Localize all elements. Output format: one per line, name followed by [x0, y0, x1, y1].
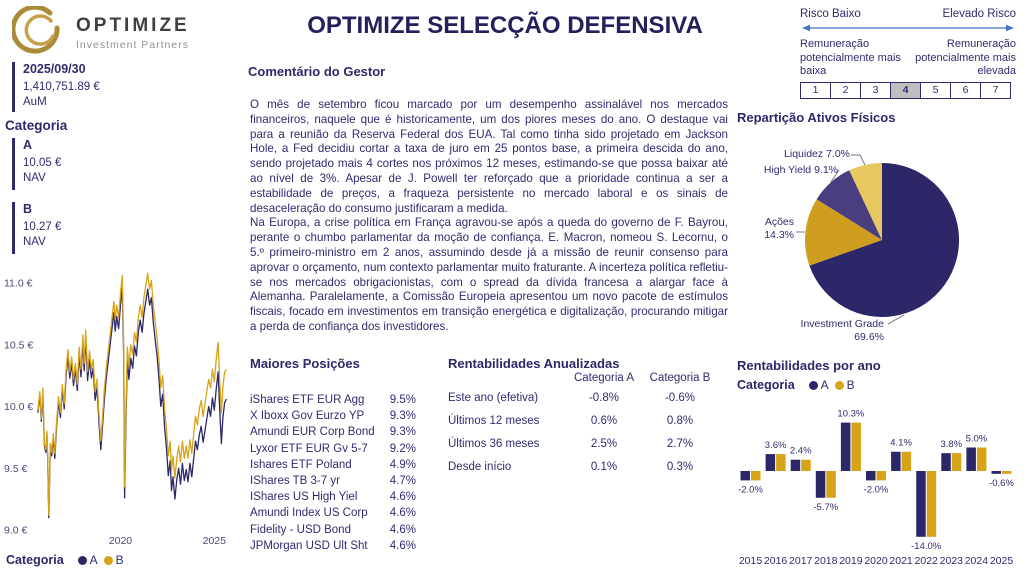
yearly-series-a-dot-icon	[809, 381, 818, 390]
category-label: Categoria	[5, 118, 68, 133]
bar-value-label: 5.0%	[965, 433, 988, 445]
position-row	[250, 524, 416, 540]
bar-b-2018	[826, 471, 836, 498]
allocation-pie-chart	[732, 140, 1024, 350]
annualized-header-row	[448, 372, 718, 384]
svg-text:2025: 2025	[202, 535, 226, 547]
risk-arrow-icon	[800, 23, 1016, 33]
bar-a-2022	[916, 471, 926, 537]
position-weight: 9.3%	[389, 426, 416, 439]
bar-value-label: 3.6%	[764, 440, 787, 452]
annualized-value-a: 0.6%	[590, 415, 618, 427]
series-a-dot-icon	[78, 556, 87, 565]
bar-a-2018	[816, 471, 826, 498]
bar-b-2020	[877, 471, 887, 480]
bar-b-2019	[851, 423, 861, 471]
class-a-nav: 10.05 €	[23, 157, 62, 169]
manager-commentary	[250, 98, 728, 335]
nav-line-chart	[0, 256, 238, 552]
bar-b-2022	[927, 471, 937, 537]
position-row	[250, 475, 416, 491]
position-row	[250, 410, 416, 426]
bar-a-2020	[866, 471, 876, 480]
class-b-nav: 10.27 €	[23, 221, 62, 233]
annualized-heading: Rentabilidades Anualizadas	[448, 356, 620, 371]
class-a-block	[12, 138, 61, 190]
bar-year-label: 2016	[763, 555, 788, 567]
aum-value: 1,410,751.89 €	[23, 81, 100, 93]
svg-text:10.5 €: 10.5 €	[4, 339, 34, 352]
high-yield-label: High Yield	[763, 164, 812, 176]
position-weight: 9.2%	[389, 442, 416, 455]
annualized-rows	[448, 392, 718, 484]
yearly-bar-chart	[735, 396, 1022, 572]
annualized-row-label: Últimos 12 meses	[448, 415, 540, 427]
nav-chart-legend	[6, 553, 124, 567]
svg-text:11.0 €: 11.0 €	[4, 277, 33, 290]
page-title: OPTIMIZE SELECÇÃO DEFENSIVA	[307, 12, 703, 39]
annualized-row-label: Desde início	[448, 461, 512, 473]
bar-value-label: 4.1%	[890, 437, 912, 449]
pie-label-liquidez	[762, 148, 850, 161]
yearly-series-a-label: A	[820, 378, 829, 392]
bar-year-label: 2024	[964, 555, 989, 567]
class-a-nav-label: NAV	[23, 172, 46, 184]
position-weight: 4.6%	[389, 507, 416, 520]
fund-date-block	[12, 62, 100, 112]
class-b-block	[12, 202, 61, 254]
pie-label-acoes	[746, 216, 794, 242]
commentary-heading: Comentário do Gestor	[248, 64, 386, 79]
risk-scale	[800, 8, 1016, 99]
yearly-legend-label: Categoria	[737, 378, 795, 392]
risk-level-2: 2	[830, 82, 861, 99]
annualized-value-a: -0.8%	[588, 392, 620, 404]
series-a-label: A	[89, 553, 98, 567]
bar-a-2016	[766, 454, 776, 471]
bar-year-label: 2020	[864, 555, 888, 567]
yearly-heading: Rentabilidades por ano	[737, 358, 881, 373]
position-row	[250, 426, 416, 442]
annualized-row-label: Últimos 36 meses	[448, 438, 540, 450]
investment-grade-label: Investment Grade	[800, 318, 884, 330]
liquidez-label: Liquidez	[784, 148, 824, 160]
annualized-value-b: -0.6%	[664, 392, 696, 404]
series-b-label: B	[115, 553, 124, 567]
annualized-row-label: Este ano (efetiva)	[448, 392, 539, 404]
annualized-value-a: 0.1%	[590, 461, 618, 473]
bar-value-label: -2.0%	[863, 484, 889, 496]
bar-a-2017	[791, 460, 801, 471]
annualized-header-spacer	[448, 372, 566, 384]
annualized-row	[448, 438, 718, 461]
risk-level-7: 7	[980, 82, 1011, 99]
bar-a-2023	[941, 453, 951, 471]
bar-year-label: 2025	[989, 555, 1014, 567]
annualized-value-b: 0.8%	[666, 415, 694, 427]
bar-value-label: -0.6%	[989, 477, 1014, 489]
class-b-nav-label: NAV	[23, 236, 46, 248]
bar-year-label: 2023	[939, 555, 963, 567]
investment-grade-pct: 69.6%	[854, 331, 884, 343]
annualized-value-b: 2.7%	[666, 438, 694, 450]
positions-list	[250, 394, 416, 556]
brand-logo	[12, 6, 190, 60]
bar-year-label: 2019	[839, 555, 863, 567]
bar-year-label: 2015	[738, 555, 763, 567]
allocation-heading: Repartição Ativos Físicos	[737, 110, 896, 125]
position-name: X Iboxx Gov Eurzo YP	[250, 410, 365, 423]
bar-year-label: 2021	[889, 555, 913, 567]
position-name: Ishares ETF Poland	[250, 458, 352, 471]
bar-b-2023	[952, 453, 962, 471]
position-name: Amundi Index US Corp	[250, 507, 368, 520]
commentary-paragraph-1: O mês de setembro ficou marcado por um desempenho assinalável nos mercados financeiros, naquele que é historicamente, um dos piores meses do ano. O destaque vai para a reunião da Reserva Federal dos EUA. Tal como tinha sido projetado em Jackson Hole, a Fed decidiu cortar a taxa de juro em 25 pontos base, a primeira descida do ano, sendo projetado mais 4 cortes nos próximos 12 meses, estimando-se que possa baixar até ao nível de 3%. Apesar de J. Powell ter reforçado que a prioridade continua a ser a estabilidade de preços, a fraqueza persistente no mercado laboral e os sinais de desaceleração do consumo justificaram a medida.	[250, 98, 728, 215]
yearly-series-b-dot-icon	[835, 381, 844, 390]
bar-b-2025	[1002, 471, 1012, 474]
bar-value-label: 3.8%	[940, 439, 963, 451]
bar-value-label: -14.0%	[911, 540, 942, 552]
svg-text:9.0 €: 9.0 €	[4, 524, 28, 537]
bar-a-2021	[891, 452, 901, 471]
position-row	[250, 491, 416, 507]
pie-label-investment-grade	[784, 318, 884, 344]
bar-a-2024	[966, 448, 976, 472]
liquidez-pct: 7.0%	[826, 148, 850, 160]
bar-b-2021	[902, 452, 912, 471]
position-weight: 4.6%	[389, 491, 416, 504]
yearly-chart-legend	[737, 378, 855, 392]
risk-level-1: 1	[800, 82, 831, 99]
position-name: Amundi EUR Corp Bond	[250, 426, 375, 439]
optimize-logo-icon	[12, 6, 64, 60]
bar-a-2019	[841, 423, 851, 471]
risk-level-6: 6	[950, 82, 981, 99]
report-date: 2025/09/30	[23, 62, 86, 76]
position-weight: 4.6%	[389, 539, 416, 552]
bar-year-label: 2017	[789, 555, 813, 567]
bar-b-2016	[776, 454, 786, 471]
yearly-series-b-label: B	[846, 378, 855, 392]
position-name: JPMorgan USD Ult Sht	[250, 539, 368, 552]
annualized-row	[448, 461, 718, 484]
bar-b-2017	[801, 460, 811, 471]
position-row	[250, 394, 416, 410]
bar-year-label: 2018	[814, 555, 838, 567]
annualized-row	[448, 415, 718, 438]
risk-level-5: 5	[920, 82, 951, 99]
annualized-header-col-b: Categoria B	[649, 372, 711, 384]
annualized-row	[448, 392, 718, 415]
svg-text:10.0 €: 10.0 €	[4, 401, 34, 413]
class-b-name: B	[23, 202, 33, 216]
risk-level-3: 3	[860, 82, 891, 99]
series-b-dot-icon	[104, 556, 113, 565]
bar-a-2015	[741, 471, 751, 480]
risk-low-label: Risco Baixo	[800, 8, 861, 20]
position-weight: 4.6%	[389, 523, 416, 536]
annualized-value-b: 0.3%	[666, 461, 694, 473]
position-name: Lyxor ETF EUR Gv 5-7	[250, 442, 368, 455]
commentary-paragraph-2: Na Europa, a crise política em França agravou-se após a queda do governo de F. Bayrou, perante o chumbo parlamentar da moção de confiança. E. Macron, nomeou S. Lecornu, o 5.º primeiro-ministro em 2 anos, assumindo desde já a missão de reunir consenso para aprovar o orçamento, num contexto parlamentar muito fraturante. A incerteza política refletiu-se nos mercados obrigacionistas, com o spread da dívida francesa a alargar face à Alemanha. Paralelamente, a Comissão Europeia apresentou um novo pacote de estímulos fiscais, focado em investimentos em transição energética e digitalização, procurando mitigar a perda de confiança dos investidores.	[250, 216, 728, 333]
position-name: Fidelity - USD Bond	[250, 523, 351, 536]
acoes-label: Ações	[764, 216, 794, 228]
high-yield-pct: 9.1%	[814, 164, 838, 176]
position-row	[250, 540, 416, 556]
bar-value-label: -2.0%	[738, 484, 763, 496]
legend-label: Categoria	[6, 553, 64, 567]
class-a-name: A	[23, 138, 33, 152]
bar-year-label: 2022	[914, 555, 938, 567]
position-row	[250, 443, 416, 459]
svg-text:9.5 €: 9.5 €	[4, 462, 28, 475]
risk-high-label: Elevado Risco	[942, 8, 1016, 20]
risk-level-4: 4	[890, 82, 921, 99]
position-weight: 4.9%	[389, 458, 416, 471]
svg-text:2020: 2020	[108, 535, 133, 547]
annualized-value-a: 2.5%	[590, 438, 618, 450]
risk-low-desc: Remuneração potencialmente mais baixa	[800, 38, 901, 77]
bar-value-label: 2.4%	[789, 445, 812, 457]
brand-name: OPTIMIZE	[76, 15, 190, 36]
bar-b-2015	[751, 471, 761, 480]
position-weight: 9.3%	[389, 410, 416, 423]
brand-tagline: Investment Partners	[76, 39, 189, 51]
pie-label-high-yield	[740, 164, 838, 177]
bar-value-label: -5.7%	[813, 501, 839, 513]
positions-heading: Maiores Posições	[250, 356, 360, 371]
position-name: iShares ETF EUR Agg	[250, 394, 365, 406]
position-weight: 4.7%	[389, 474, 416, 487]
position-weight: 9.5%	[389, 394, 416, 406]
risk-high-desc: Remuneração potencialmente mais elevada	[915, 38, 1016, 77]
risk-level-boxes	[800, 82, 1016, 99]
position-row	[250, 507, 416, 523]
bar-a-2025	[992, 471, 1002, 474]
bar-b-2024	[977, 448, 987, 472]
position-row	[250, 459, 416, 475]
bar-value-label: 10.3%	[837, 408, 865, 420]
position-name: IShares TB 3-7 yr	[250, 474, 340, 487]
position-name: IShares US High Yiel	[250, 491, 358, 504]
annualized-header-col-a: Categoria A	[573, 372, 635, 384]
aum-label: AuM	[23, 96, 47, 108]
acoes-pct: 14.3%	[764, 229, 794, 241]
annualized-table	[448, 372, 718, 484]
